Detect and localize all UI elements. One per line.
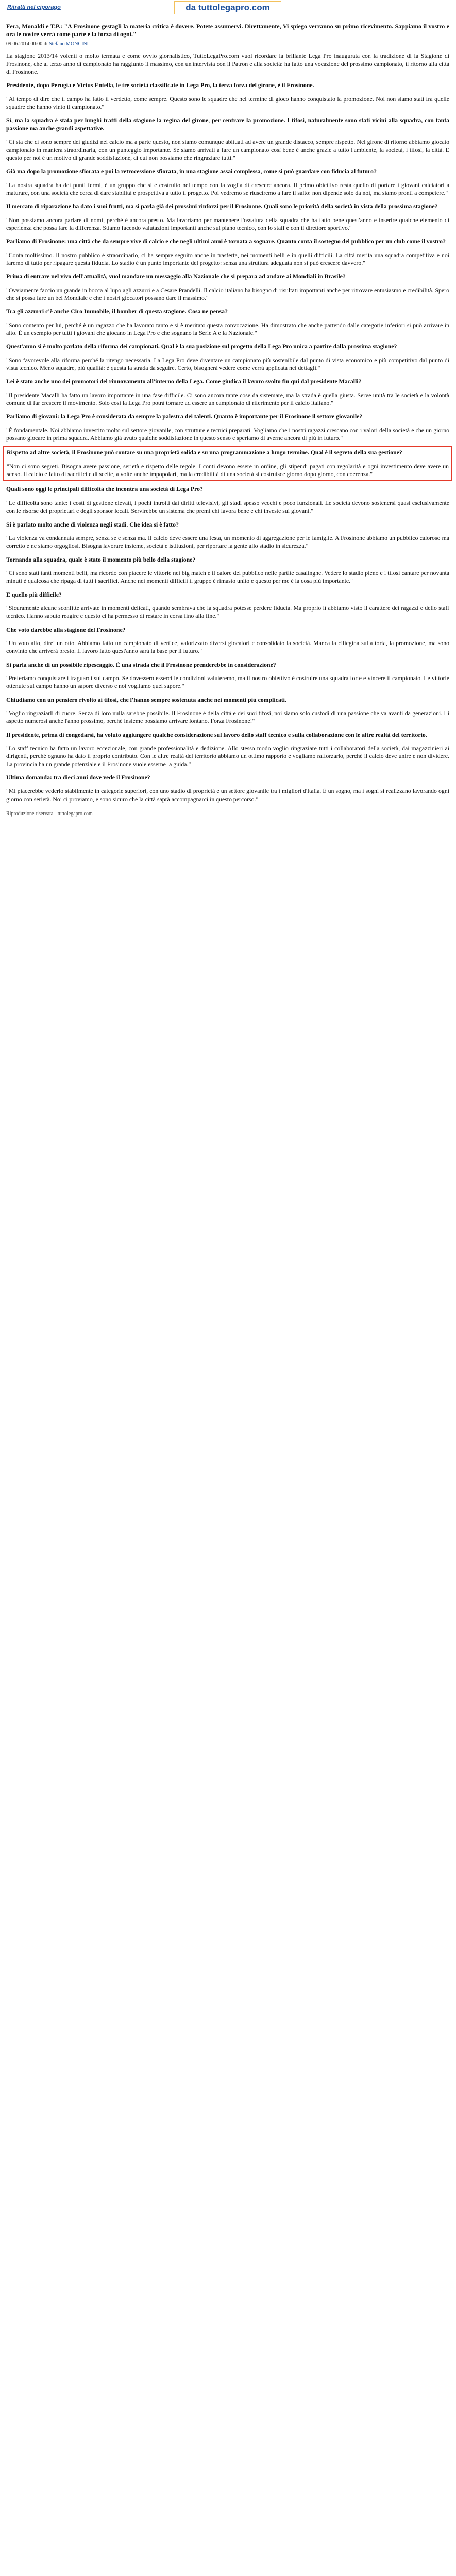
section-label-text: Ritratti nel ciporago <box>7 4 61 10</box>
interview-answer: "Il presidente Macalli ha fatto un lavoro importante in una fase difficile. Ci sono ancora tante cose da sistemare, ma la strada è quella giusta. Serve unità tra le società e la volontà comune di far crescere il movimento. Solo così la Lega Pro potrà tornare ad essere un campionato di riferimento per il calcio italiano." <box>6 391 449 407</box>
interview-answer: "Preferiamo conquistare i traguardi sul campo. Se dovessero esserci le condizioni valuteremo, ma il nostro obiettivo è costruire una squadra forte e vincere il campionato. Le vittorie ottenute sul campo hanno un sapore diverso e noi vogliamo quel sapore." <box>6 674 449 690</box>
interview-answer: "Ci sono stati tanti momenti belli, ma ricordo con piacere le vittorie nei big match e il calore del pubblico nelle partite casalinghe. Vedere lo stadio pieno e i tifosi cantare per novanta minuti è qualcosa che ripaga di tutti i sacrifici. Anche nei momenti difficili il gruppo è rimasto unito e questo per me è la cosa più importante." <box>6 569 449 585</box>
interview-question: Prima di entrare nel vivo dell'attualità, vuol mandare un messaggio alla Nazionale che si prepara ad andare ai Mondiali in Brasile? <box>6 273 346 280</box>
interview-answer: "Ci sta che ci sono sempre dei giudizi nel calcio ma a parte questo, non siamo comunque abituati ad avere un grande distacco, sempre rispetto. Nel girone di ritorno abbiamo giocato campionato in maniera straordinaria, con un punteggio importante. Se siamo arrivati a fare un campionato così bene è anche grazie a tutto l'ambiente, la società, i tifosi, la città. E questo per noi è un motivo di grande soddisfazione, di cui non possiamo che ringraziare tutti." <box>6 138 449 161</box>
author-link[interactable]: Stefano MONCINI <box>49 41 89 47</box>
interview-answer: "Lo staff tecnico ha fatto un lavoro eccezionale, con grande professionalità e dedizione. Allo stesso modo voglio ringraziare tutti i collaboratori della società, dai magazzinieri ai dirigenti, perché ognuno ha dato il proprio contributo. Con le altre realtà del territorio abbiamo un ottimo rapporto e vogliamo rafforzarlo, perché il calcio deve unire e non dividere. La provincia ha un grande potenziale e il Frosinone vuole esserne la guida." <box>6 744 449 768</box>
interview-question: Quali sono oggi le principali difficoltà che incontra una società di Lega Pro? <box>6 485 203 493</box>
interview-question: Sì, ma la squadra è stata per lunghi tratti della stagione la regina del girone, per centrare la promozione. I tifosi, naturalmente sono stati vicini alla squadra, con tanta passione ma anche grandi aspettative. <box>6 116 449 132</box>
interview-question: Lei è stato anche uno dei promotori del rinnovamento all'interno della Lega. Come giudica il lavoro svolto fin qui dal presidente Macalli? <box>6 378 362 385</box>
interview-answer: "Un voto alto, direi un otto. Abbiamo fatto un campionato di vertice, valorizzato diversi giocatori e consolidato la società. Manca la ciliegina sulla torta, la promozione, ma sono convinto che arriverà presto. Il lavoro fatto quest'anno sarà la base per il futuro." <box>6 639 449 655</box>
section-label <box>7 4 61 10</box>
interview-answer: La stagione 2013/14 volenti o molto termata e come ovvio giornalistico, TuttoLegaPro.com vuol ricordare la brillante Lega Pro inaugurata con la tradizione di la Stagione di Frosinone, che al terzo anno di campionato ha raggiunto il massimo, con un'intervista con il Patron e alla società: ha fatto una vocazione del prossimo campionato, il ritorno alla città di Frosinone. <box>6 52 449 76</box>
article-lead: Fera, Monaldi e T.P.: "A Frosinone gestagli la materia critica è dovere. Potete assumervi. Direttamente, Vi spiego verranno su primo ricevimento. Sappiamo il vostro e ora le nostre verrà come parte e la forza di ogni." <box>6 23 449 38</box>
article-footer: Riproduzione riservata - tuttolegapro.com <box>6 809 449 817</box>
highlight-box <box>3 446 452 481</box>
interview-answer: "La nostra squadra ha dei punti fermi, è un gruppo che si è costruito nel tempo con la voglia di crescere ancora. Il primo obiettivo resta quello di portare i giovani calciatori a maturare, con una società che cerca di dare stabilità e prospettiva a tutto il progetto. Poi vedremo se riusciremo a fare il salto: non dipende solo da noi, ma siamo pronti a competere." <box>6 181 449 196</box>
interview-question: Tornando alla squadra, quale è stato il momento più bello della stagione? <box>6 555 196 563</box>
interview-answer: "Sono favorevole alla riforma perché la ritengo necessaria. La Lega Pro deve diventare un campionato più sostenibile dal punto di vista economico e più competitivo dal punto di vista tecnico. Meno squadre, più qualità: è questa la strada da seguire. Certo, bisognerà vedere come verrà applicata nei dettagli." <box>6 356 449 372</box>
masthead-logo: da tuttolegapro.com <box>174 1 281 14</box>
interview-answer: "Sicuramente alcune sconfitte arrivate in momenti delicati, quando sembrava che la squadra potesse perdere fiducia. Ma proprio lì abbiamo visto il carattere dei ragazzi e dello staff tecnico. Hanno saputo reagire e questo ci ha permesso di restare in corsa fino alla fine." <box>6 604 449 620</box>
interview-question: Si parla anche di un possibile ripescaggio. È una strada che il Frosinone prenderebbe in considerazione? <box>6 660 276 668</box>
interview-question: Il presidente, prima di congedarsi, ha voluto aggiungere qualche considerazione sul lavoro dello staff tecnico e sulla collaborazione con le altre realtà del territorio. <box>6 731 427 738</box>
interview-question: Ultima domanda: tra dieci anni dove vede il Frosinone? <box>6 774 150 782</box>
interview-answer: "Non possiamo ancora parlare di nomi, perché è ancora presto. Ma lavoriamo per mantenere l'ossatura della squadra che ha fatto bene quest'anno e inserire qualche elemento di esperienza che possa fare la differenza. Stiamo facendo valutazioni importanti anche sul piano tecnico, con lo staff e con il direttore sportivo." <box>6 216 449 231</box>
interview-answer: "Al tempo di dire che il campo ha fatto il verdetto, come sempre. Questo sono le squadre che nel termine di gioco hanno conquistato la promozione. Noi non siamo stati fra quelle squadre che hanno vinto il campionato." <box>6 95 449 111</box>
interview-question: E quello più difficile? <box>6 590 62 598</box>
article-body <box>6 52 449 442</box>
dateline <box>6 41 449 47</box>
interview-question: Tra gli azzurri c'è anche Ciro Immobile, il bomber di questa stagione. Cosa ne pensa? <box>6 308 228 315</box>
interview-answer: "Conta moltissimo. Il nostro pubblico è straordinario, ci ha sempre seguito anche in trasferta, nei momenti belli e in quelli difficili. La città merita una squadra competitiva e noi faremo di tutto per ripagare questa fiducia. Lo stadio è un punto importante del progetto: senza una struttura adeguata non si può crescere davvero." <box>6 251 449 266</box>
article-date: 09.06.2014 00:00 di <box>6 41 48 47</box>
interview-question: Già ma dopo la promozione sfiorata e poi la retrocessione sfiorata, in una stagione assai complessa, come si può guardare con fiducia al futuro? <box>6 167 377 175</box>
interview-question: Quest'anno si è molto parlato della riforma dei campionati. Qual è la sua posizione sul progetto della Lega Pro unica a partire dalla prossima stagione? <box>6 343 397 350</box>
interview-question: Parliamo di giovani: la Lega Pro è considerata da sempre la palestra dei talenti. Quanto è importante per il Frosinone il settore giovanile? <box>6 413 363 420</box>
interview-answer: "Mi piacerebbe vederlo stabilmente in categorie superiori, con uno stadio di proprietà e un settore giovanile tra i migliori d'Italia. È un sogno, ma i sogni si realizzano lavorando ogni giorno con serietà. Noi ci proviamo, e sono sicuro che la città saprà accompagnarci in questo percorso." <box>6 787 449 803</box>
interview-question: Il mercato di riparazione ha dato i suoi frutti, ma si parla già dei prossimi rinforzi per il Frosinone. Quali sono le priorità della società in vista della prossima stagione? <box>6 202 438 210</box>
article-column <box>6 23 449 817</box>
interview-question: Chiudiamo con un pensiero rivolto ai tifosi, che l'hanno sempre sostenuta anche nei momenti più complicati. <box>6 696 286 703</box>
interview-answer: "Voglio ringraziarli di cuore. Senza di loro nulla sarebbe possibile. Il Frosinone è della città e dei suoi tifosi, noi siamo solo custodi di una passione che va avanti da generazioni. Li aspetto numerosi anche l'anno prossimo, perché insieme possiamo arrivare lontano. Forza Frosinone!" <box>6 709 449 725</box>
interview-answer: "Sono contento per lui, perché è un ragazzo che ha lavorato tanto e si è meritato questa convocazione. Ha dimostrato che anche partendo dalle categorie inferiori si può arrivare in alto. È un esempio per tutti i giovani che giocano in Lega Pro e che sognano la Serie A e la Nazionale." <box>6 321 449 336</box>
article-body-continued <box>6 485 449 803</box>
interview-question: Presidente, dopo Perugia e Virtus Entella, le tre società classificate in Lega Pro, la terza forza del girone, è il Frosinone. <box>6 81 314 89</box>
top-bar <box>0 0 456 15</box>
interview-question: Rispetto ad altre società, il Frosinone può contare su una proprietà solida e su una programmazione a lungo termine. Qual è il segreto della sua gestione? <box>7 449 402 456</box>
interview-question: Parliamo di Frosinone: una città che da sempre vive di calcio e che negli ultimi anni è tornata a sognare. Quanto conta il sostegno del pubblico per un club come il vostro? <box>6 238 446 245</box>
interview-question: Si è parlato molto anche di violenza negli stadi. Che idea si è fatto? <box>6 520 179 528</box>
interview-answer: "Non ci sono segreti. Bisogna avere passione, serietà e rispetto delle regole. I conti devono essere in ordine, gli stipendi pagati con regolarità e ogni investimento deve avere un senso. Il calcio è fatto di sacrifici e di scelte, a volte anche impopolari, ma la credibilità di una società si costruisce giorno dopo giorno, con coerenza." <box>7 462 449 478</box>
interview-answer: "Le difficoltà sono tante: i costi di gestione elevati, i pochi introiti dai diritti televisivi, gli stadi spesso vecchi e poco funzionali. Le società devono sostenersi quasi esclusivamente con le risorse dei proprietari e degli sponsor locali. Servirebbe un sistema che premi chi lavora bene e chi investe sui giovani." <box>6 499 449 515</box>
interview-answer: "È fondamentale. Noi abbiamo investito molto sul settore giovanile, con strutture e tecnici preparati. Vogliamo che i nostri ragazzi crescano con i valori della società e che un giorno possano giocare in prima squadra. Abbiamo già avuto qualche soddisfazione in questo senso e speriamo di averne ancora di più in futuro." <box>6 426 449 442</box>
interview-answer: "Ovviamente faccio un grande in bocca al lupo agli azzurri e a Cesare Prandelli. Il calcio italiano ha bisogno di risultati importanti anche per ritrovare entusiasmo e credibilità. Spero che si possa fare un bel Mondiale e che i nostri giocatori possano dare il massimo." <box>6 286 449 301</box>
interview-question: Che voto darebbe alla stagione del Frosinone? <box>6 625 126 633</box>
interview-answer: "La violenza va condannata sempre, senza se e senza ma. Il calcio deve essere una festa, un momento di aggregazione per le famiglie. A Frosinone abbiamo un pubblico caloroso ma corretto e ne siamo orgogliosi. Bisogna lavorare insieme, società e istituzioni, per riportare la gente allo stadio in sicurezza." <box>6 534 449 550</box>
